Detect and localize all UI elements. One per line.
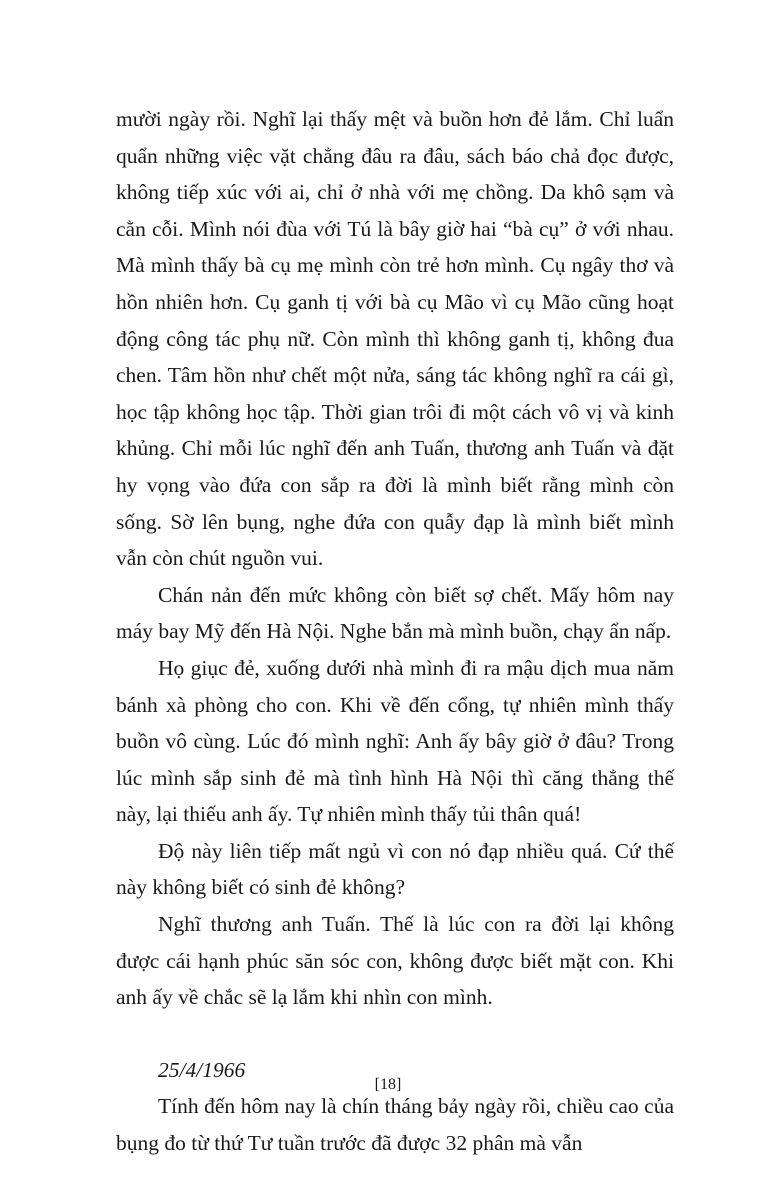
page-number: [18]: [374, 1076, 402, 1093]
diary-entry-date: 25/4/1966: [158, 1057, 246, 1082]
diary-entry-paragraph: Tính đến hôm nay là chín tháng bảy ngày rồi, chiều cao của bụng đo từ thứ Tư tuần trước đã được 32 phân mà vẫn: [116, 1094, 674, 1156]
paragraph-4: Độ này liên tiếp mất ngủ vì con nó đạp nhiều quá. Cứ thế này không biết có sinh đẻ không?: [116, 838, 674, 900]
paragraph-3: Họ giục đẻ, xuống dưới nhà mình đi ra mậu dịch mua năm bánh xà phòng cho con. Khi về đến cổng, tự nhiên mình thấy buồn vô cùng. Lúc đó mình nghĩ: Anh ấy bây giờ ở đâu? Trong lúc mình sắp sinh đẻ mà tình hình Hà Nội thì căng thẳng thế này, lại thiếu anh ấy. Tự nhiên mình thấy tủi thân quá!: [116, 655, 674, 827]
page-body: [116, 101, 674, 1162]
paragraph-1: mười ngày rồi. Nghĩ lại thấy mệt và buồn hơn đẻ lắm. Chỉ luẩn quẩn những việc vặt chẳng đâu ra đâu, sách báo chả đọc được, không tiếp xúc với ai, chỉ ở nhà với mẹ chồng. Da khô sạm và cằn cỗi. Mình nói đùa với Tú là bây giờ hai “bà cụ” ở với nhau. Mà mình thấy bà cụ mẹ mình còn trẻ hơn mình. Cụ ngây thơ và hồn nhiên hơn. Cụ ganh tị với bà cụ Mão vì cụ Mão cũng hoạt động công tác phụ nữ. Còn mình thì không ganh tị, không đua chen. Tâm hồn như chết một nửa, sáng tác không nghĩ ra cái gì, học tập không học tập. Thời gian trôi đi một cách vô vị và kinh khủng. Chỉ mỗi lúc nghĩ đến anh Tuấn, thương anh Tuấn và đặt hy vọng vào đứa con sắp ra đời là mình biết rằng mình còn sống. Sờ lên bụng, nghe đứa con quẫy đạp là mình biết mình vẫn còn chút nguồn vui.: [116, 107, 674, 571]
paragraph-5: Nghĩ thương anh Tuấn. Thế là lúc con ra đời lại không được cái hạnh phúc săn sóc con, không được biết mặt con. Khi anh ấy về chắc sẽ lạ lắm khi nhìn con mình.: [116, 912, 674, 1010]
paragraph-2: Chán nản đến mức không còn biết sợ chết. Mấy hôm nay máy bay Mỹ đến Hà Nội. Nghe bắn mà mình buồn, chạy ẩn nấp.: [116, 582, 674, 644]
